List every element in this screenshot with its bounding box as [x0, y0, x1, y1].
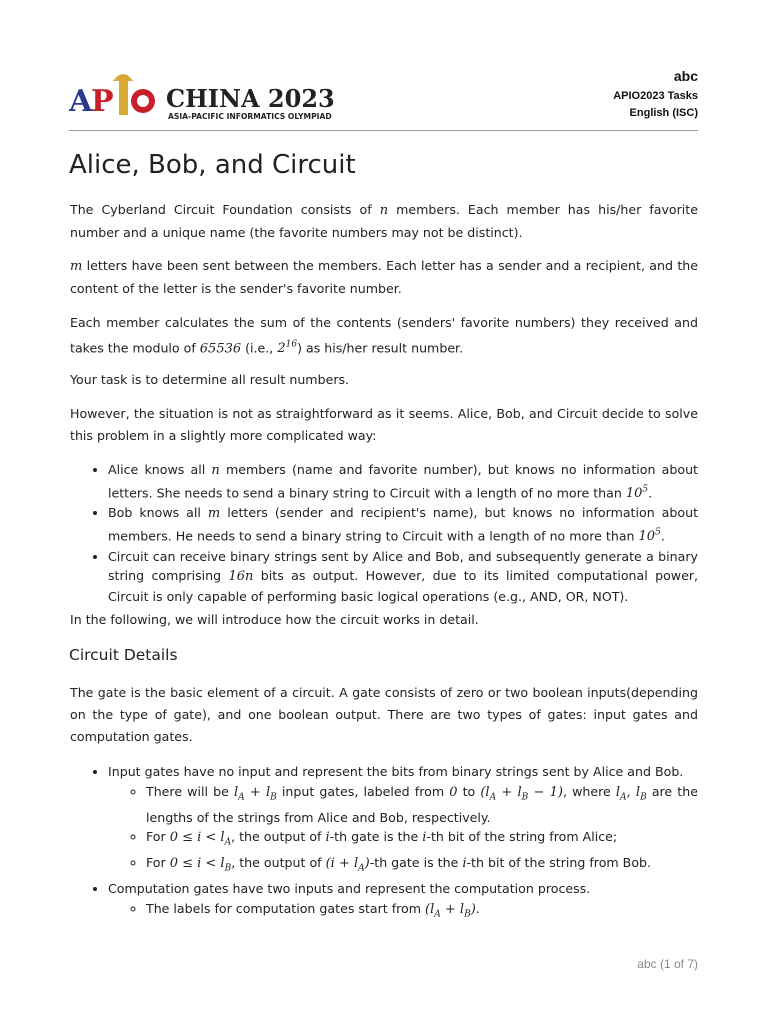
- math-text: (l: [480, 784, 490, 800]
- math-sub: A: [358, 863, 365, 874]
- page-footer: abc (1 of 7): [637, 957, 698, 971]
- math-expression: [380, 203, 388, 218]
- paragraph: [70, 609, 698, 631]
- text-run: ) as his/her result number.: [297, 340, 464, 356]
- paragraph: [70, 682, 698, 748]
- math-text: , l: [626, 784, 641, 800]
- math-expression: [277, 341, 297, 356]
- text-run: Your task is to determine all result numbers.: [70, 372, 350, 387]
- text-run: Circuit can receive binary strings sent by Alice and Bob, and subsequently generate a binary string comprising: [108, 548, 698, 584]
- math-expression: [480, 784, 497, 803]
- text-run: Alice knows all: [108, 462, 212, 477]
- paragraph: [70, 312, 698, 360]
- text-run: .: [475, 900, 480, 916]
- math-expression: [211, 463, 219, 478]
- contest-name: APIO2023 Tasks: [613, 90, 698, 102]
- math-text: (l: [425, 901, 435, 917]
- math-expression: [496, 784, 529, 803]
- text-run: are the lengths of the strings from Alice and Bob, respectively.: [146, 783, 698, 825]
- math-text: 0 ≤ i < l: [169, 856, 225, 872]
- text-run: The Cyberland Circuit Foundation consists of: [70, 202, 380, 217]
- math-text: 16n: [228, 569, 254, 585]
- text-run: There will be: [146, 783, 234, 799]
- text-run: to: [457, 783, 481, 799]
- math-expression: [244, 784, 277, 803]
- text-run: letters (sender and recipient's name), but knows no information about members. He needs to send a binary string to Circuit with a length of no more than: [108, 505, 699, 544]
- text-run: , the output of: [231, 855, 326, 871]
- math-text: i: [462, 856, 467, 872]
- math-text: l: [233, 784, 239, 800]
- math-expression: [325, 856, 365, 874]
- math-expression: [233, 784, 245, 803]
- sub-list-item: [146, 827, 698, 853]
- math-text: 65536: [199, 341, 242, 357]
- math-text: m: [207, 506, 221, 522]
- text-run: The gate is the basic element of a circuit. A gate consists of zero or two boolean inputs(depending on the type of gate), and one boolean output. There are two types of gates: input gates and computation gates.: [70, 685, 698, 744]
- sub-list-item: [146, 899, 698, 925]
- text-run: .: [660, 528, 665, 544]
- sub-list-item: [146, 853, 698, 879]
- math-expression: [528, 785, 563, 800]
- paragraph: [70, 403, 698, 447]
- math-sub: A: [489, 792, 497, 803]
- math-sub: A: [224, 837, 232, 848]
- text-run: Input gates have no input and represent the bits from binary strings sent by Alice and Bob.: [108, 764, 684, 779]
- math-sub: B: [464, 909, 471, 920]
- math-sub: B: [270, 792, 277, 803]
- text-run: Each member calculates the sum of the contents (senders' favorite numbers) they received and takes the modulo of: [70, 315, 698, 356]
- math-sub: B: [521, 792, 529, 803]
- text-run: .: [648, 484, 653, 500]
- math-sup: 5: [655, 527, 661, 538]
- math-expression: [169, 830, 232, 848]
- math-text: m: [70, 259, 83, 274]
- text-run: -th bit of the string from Alice;: [426, 829, 618, 845]
- text-run: -th bit of the string from Bob.: [466, 855, 652, 871]
- math-expression: [639, 529, 661, 544]
- text-run: For: [146, 829, 170, 845]
- math-expression: [70, 259, 82, 274]
- sub-list-item: [146, 782, 698, 828]
- text-run: Computation gates have two inputs and represent the computation process.: [108, 881, 591, 897]
- text-run: For: [146, 855, 170, 871]
- language-label: English (ISC): [629, 107, 698, 119]
- paragraph: [70, 369, 698, 391]
- header-divider: [69, 130, 698, 131]
- list-item: [108, 460, 698, 503]
- math-text: n: [379, 203, 389, 218]
- text-run: -th gate is the: [329, 829, 423, 845]
- list-item: [108, 503, 698, 546]
- page-title: Alice, Bob, and Circuit: [69, 150, 356, 180]
- list-item: [108, 547, 698, 607]
- svg-text:A: A: [69, 84, 93, 119]
- text-run: However, the situation is not as straightforward as it seems. Alice, Bob, and Circuit decide to solve this problem in a slightly more complicated way:: [70, 406, 698, 443]
- math-text: + l: [440, 901, 465, 917]
- svg-text:P: P: [91, 84, 114, 119]
- svg-text:CHINA 2023: CHINA 2023: [166, 84, 335, 113]
- math-expression: [440, 901, 471, 920]
- text-run: , where: [562, 783, 616, 799]
- text-run: (i.e.,: [241, 340, 278, 356]
- math-text: 0: [449, 784, 458, 800]
- math-text: i: [325, 830, 330, 846]
- math-sub: B: [640, 792, 647, 803]
- math-expression: [626, 784, 647, 803]
- math-text: ): [364, 856, 370, 872]
- math-expression: [626, 486, 648, 501]
- text-run: Bob knows all: [108, 505, 208, 521]
- math-sup: 16: [285, 340, 298, 350]
- math-text: (i + l: [325, 856, 359, 872]
- math-sub: A: [238, 792, 245, 803]
- text-run: input gates, labeled from: [276, 783, 450, 799]
- apio-china-2023-logo: [69, 67, 354, 122]
- math-text: 2: [277, 341, 286, 357]
- math-expression: [615, 784, 627, 803]
- text-run: bits as output. However, due to its limited computational power, Circuit is only capable of performing basic logical operations (e.g., AND, OR, NOT).: [108, 568, 699, 604]
- math-text: 0 ≤ i < l: [169, 830, 225, 846]
- math-text: + l: [496, 784, 522, 800]
- text-run: members. Each member has his/her favorite number and a unique name (the favorite numbers may not be distinct).: [70, 202, 698, 240]
- text-run: The labels for computation gates start from: [146, 900, 426, 916]
- task-code: abc: [673, 68, 698, 84]
- actors-list: [70, 460, 698, 606]
- text-run: In the following, we will introduce how the circuit works in detail.: [70, 612, 479, 627]
- math-sup: 5: [642, 484, 649, 495]
- math-expression: [200, 341, 241, 356]
- math-sub: B: [224, 863, 232, 874]
- math-text: l: [615, 784, 621, 800]
- math-text: ): [470, 901, 476, 917]
- text-run: letters have been sent between the members. Each letter has a sender and a recipient, and the content of the letter is the sender's favorite number.: [70, 258, 698, 296]
- text-run: , the output of: [231, 829, 326, 845]
- math-text: + l: [244, 784, 271, 800]
- math-text: n: [211, 463, 220, 478]
- math-sub: A: [620, 792, 627, 803]
- paragraph: [70, 199, 698, 244]
- list-item: [108, 879, 698, 925]
- math-text: 10: [625, 485, 643, 501]
- math-text: i: [422, 830, 427, 846]
- math-sub: A: [434, 909, 441, 920]
- text-run: -th gate is the: [369, 855, 463, 871]
- math-expression: [169, 856, 232, 874]
- svg-text:ASIA-PACIFIC INFORMATICS OLYMP: ASIA-PACIFIC INFORMATICS OLYMPIAD: [168, 112, 332, 121]
- math-expression: [208, 506, 220, 521]
- text-run: members (name and favorite number), but knows no information about letters. She needs to send a binary string to Circuit with a length of no more than: [108, 462, 698, 500]
- list-item: [108, 762, 698, 879]
- math-expression: [425, 901, 441, 920]
- section-heading: Circuit Details: [69, 646, 178, 664]
- paragraph: [70, 255, 698, 300]
- math-text: 10: [638, 529, 656, 545]
- math-expression: [228, 569, 253, 584]
- gates-list: [70, 762, 698, 925]
- math-text: − 1): [528, 784, 563, 800]
